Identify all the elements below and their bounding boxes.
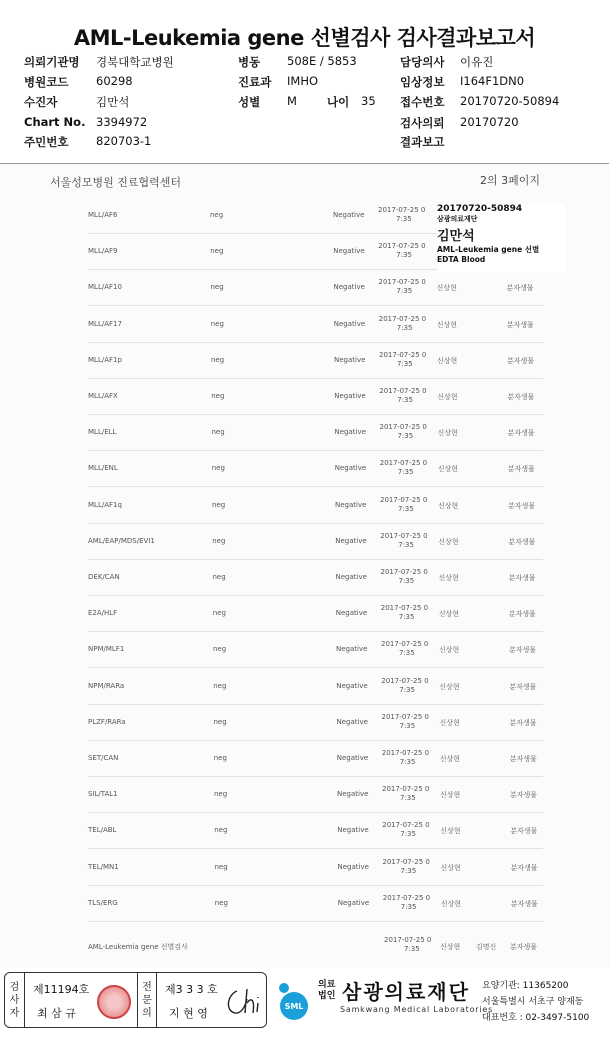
result-text: Negative	[337, 898, 370, 907]
result-text: Negative	[334, 355, 366, 364]
result-text: Negative	[335, 573, 367, 581]
gene-name: MLL/AF1p	[88, 355, 122, 364]
result-date: 2017-07-25 0 7:35	[381, 712, 429, 730]
result-date: 2017-07-25 0 7:35	[378, 314, 427, 332]
result-date: 2017-07-25 0 7:35	[379, 350, 427, 368]
department: 분자생물	[508, 610, 536, 619]
doctor-label: 담당의사	[400, 55, 445, 69]
tester-license-no: 제11194호	[33, 983, 90, 996]
institution-label: 의뢰기관명	[24, 55, 80, 69]
result-code: neg	[210, 211, 224, 219]
result-code: neg	[210, 283, 224, 292]
summary-reviewer: 김명신	[476, 943, 497, 951]
summary-date: 2017-07-25 0 7:35	[384, 936, 432, 953]
department-label: 진료과	[238, 75, 272, 89]
table-row	[88, 451, 543, 487]
result-code: neg	[212, 609, 226, 618]
result-text: Negative	[336, 717, 368, 726]
stamp-receipt: 20170720-50894	[437, 204, 523, 214]
signature-box	[4, 972, 267, 1028]
page-info: 2의 3페이지	[480, 174, 540, 187]
gene-name: SIL/TAL1	[88, 790, 118, 799]
result-date: 2017-07-25 0 7:35	[378, 206, 426, 223]
department: 분자생물	[506, 284, 534, 293]
result-date: 2017-07-25 0 7:35	[382, 821, 430, 839]
technician: 신상현	[436, 284, 457, 293]
result-text: Negative	[337, 826, 369, 835]
tester-name: 최 삼 규	[37, 1007, 76, 1020]
gene-name: AML/EAP/MDS/EVI1	[88, 536, 155, 545]
technician: 신상현	[437, 356, 458, 365]
technician: 신상현	[440, 899, 462, 908]
gene-name: MLL/ENL	[88, 464, 118, 473]
gene-name: SET/CAN	[88, 754, 119, 762]
department: 분자생물	[508, 574, 536, 582]
table-row	[88, 813, 543, 849]
technician: 신상현	[439, 718, 460, 727]
stamp-specimen: EDTA Blood	[437, 255, 486, 264]
technician: 신상현	[436, 320, 458, 329]
table-row	[88, 705, 543, 741]
technician: 신상현	[438, 574, 459, 582]
result-date: 2017-07-25 0 7:35	[380, 495, 428, 513]
result-code: neg	[213, 645, 227, 654]
result-code: neg	[212, 500, 226, 509]
technician: 신상현	[438, 537, 459, 546]
result-text: Negative	[333, 319, 366, 328]
result-code: neg	[212, 573, 226, 581]
result-date: 2017-07-25 0 7:35	[379, 387, 427, 404]
result-text: Negative	[333, 283, 365, 292]
department: 분자생물	[510, 899, 538, 908]
result-date: 2017-07-25 0 7:35	[378, 242, 426, 260]
specimen-label-stamp	[437, 204, 565, 272]
result-text: Negative	[336, 754, 369, 762]
gene-name: TLS/ERG	[88, 898, 118, 907]
lab-info-block	[270, 972, 609, 1030]
sml-logo-icon	[274, 980, 314, 1020]
result-date: 2017-07-25 0 7:35	[378, 278, 426, 296]
department: 분자생물	[510, 863, 538, 872]
gene-name: TEL/ABL	[88, 826, 117, 835]
table-row	[88, 741, 543, 777]
stamp-lab: 삼광의료재단	[437, 215, 478, 223]
summary-tech: 신상현	[440, 943, 461, 951]
technician: 신상현	[440, 791, 461, 800]
department: 분자생물	[507, 465, 535, 474]
summary-dept: 분자생물	[510, 943, 538, 951]
handwritten-signature-icon	[223, 985, 263, 1019]
vertical-char: 전	[142, 981, 152, 993]
result-code: neg	[210, 247, 224, 256]
ward-value: 508E / 5853	[287, 54, 357, 68]
gene-name: E2A/HLF	[88, 609, 118, 618]
technician: 신상현	[437, 393, 458, 401]
result-text: Negative	[333, 211, 365, 219]
result-text: Negative	[335, 536, 367, 545]
department: 분자생물	[507, 393, 535, 401]
result-code: neg	[211, 392, 225, 400]
table-row	[88, 777, 543, 813]
result-code: neg	[213, 681, 227, 690]
institution-value: 경북대학교병원	[96, 55, 174, 69]
table-row	[88, 415, 543, 451]
patient-value: 김만석	[96, 95, 130, 109]
vertical-char: 의	[142, 1007, 152, 1019]
result-date: 2017-07-25 0 7:35	[380, 568, 428, 585]
clinical-value: I164F1DN0	[460, 74, 525, 88]
technician: 신상현	[438, 610, 460, 619]
report-label: 결과보고	[400, 135, 445, 149]
gene-name: MLL/AF17	[88, 319, 122, 328]
result-date: 2017-07-25 0 7:35	[380, 531, 428, 549]
vertical-char: 검	[9, 981, 20, 993]
result-text: Negative	[336, 681, 368, 690]
result-text: Negative	[334, 428, 366, 437]
gene-name: MLL/AFX	[88, 392, 118, 400]
result-code: neg	[214, 790, 228, 799]
summary-row	[88, 934, 543, 954]
result-code: neg	[213, 717, 227, 726]
technician: 신상현	[439, 682, 460, 691]
request-value: 20170720	[460, 115, 519, 129]
ward-label: 병동	[238, 55, 261, 69]
result-text: Negative	[336, 645, 368, 654]
lab-code: 요양기관: 11365200	[482, 981, 569, 991]
result-code: neg	[211, 355, 225, 364]
age-value: 35	[361, 94, 376, 108]
table-row	[88, 524, 543, 560]
result-code: neg	[214, 898, 228, 907]
specialist-name: 지 현 영	[169, 1007, 208, 1020]
result-text: Negative	[335, 500, 367, 509]
table-row	[88, 307, 543, 343]
lab-contact	[482, 978, 589, 1026]
department: 분자생물	[510, 827, 538, 836]
lab-english-name: Samkwang Medical Laboratories	[340, 1005, 494, 1014]
technician: 신상현	[439, 646, 460, 655]
receipt-value: 20170720-50894	[460, 94, 560, 108]
gene-name: MLL/AF9	[88, 247, 118, 256]
age-label: 나이	[327, 95, 350, 109]
doctor-value: 이유진	[460, 55, 494, 69]
specialist-vertical-label	[137, 973, 157, 1027]
result-code: neg	[213, 754, 227, 762]
technician: 신상현	[438, 501, 459, 510]
result-text: Negative	[337, 862, 369, 871]
summary-test: AML-Leukemia gene 선별검사	[88, 943, 188, 951]
hospital-code-value: 60298	[96, 74, 133, 88]
gene-name: DEK/CAN	[88, 573, 120, 581]
gene-name: PLZF/RARa	[88, 717, 126, 726]
result-date: 2017-07-25 0 7:35	[381, 749, 430, 766]
vertical-char: 사	[9, 994, 20, 1006]
result-code: neg	[211, 428, 225, 437]
gene-name: MLL/AF1q	[88, 500, 122, 509]
result-date: 2017-07-25 0 7:35	[379, 423, 427, 441]
result-date: 2017-07-25 0 7:35	[380, 604, 429, 622]
table-row	[88, 596, 543, 632]
chart-label: Chart No.	[24, 115, 86, 129]
lab-address: 서울특별시 서초구 양재동	[482, 997, 584, 1007]
table-row	[88, 343, 543, 379]
gene-name: MLL/ELL	[88, 428, 117, 437]
gene-name: NPM/MLF1	[88, 645, 125, 654]
clinical-label: 임상정보	[400, 75, 445, 89]
hospital-center-name: 서울성모병원 진료협력센터	[50, 176, 182, 189]
table-row	[88, 560, 543, 596]
scanned-result-page	[0, 163, 609, 968]
rrn-label: 주민번호	[24, 135, 69, 149]
patient-label: 수진자	[24, 95, 58, 109]
vertical-char: 자	[9, 1007, 20, 1019]
result-text: Negative	[334, 392, 366, 400]
table-row	[88, 669, 543, 705]
technician: 신상현	[439, 755, 461, 763]
result-text: Negative	[333, 247, 365, 256]
table-row	[88, 850, 543, 886]
stamp-test: AML-Leukemia gene 선별	[437, 245, 540, 254]
result-code: neg	[211, 464, 225, 473]
gene-name: NPM/RARa	[88, 681, 125, 690]
result-code: neg	[212, 536, 226, 545]
sex-value: M	[287, 94, 297, 108]
technician: 신상현	[437, 429, 458, 438]
hospital-code-label: 병원코드	[24, 75, 69, 89]
request-label: 검사의뢰	[400, 116, 445, 130]
department: 분자생물	[509, 682, 537, 691]
department: 분자생물	[507, 356, 535, 365]
result-code: neg	[214, 826, 228, 835]
official-seal-icon	[97, 985, 131, 1019]
sex-label: 성별	[238, 95, 261, 109]
result-date: 2017-07-25 0 7:35	[382, 857, 430, 875]
report-title: AML-Leukemia gene 선별검사 검사결과보고서	[73, 26, 536, 50]
table-row	[88, 488, 543, 524]
result-date: 2017-07-25 0 7:35	[382, 893, 431, 911]
result-date: 2017-07-25 0 7:35	[379, 459, 428, 477]
department: 분자생물	[508, 537, 536, 546]
result-date: 2017-07-25 0 7:35	[381, 640, 429, 658]
department: 분자생물	[508, 501, 536, 510]
department: 분자생물	[507, 429, 535, 438]
department: 분자생물	[509, 718, 537, 727]
chart-value: 3394972	[96, 115, 148, 129]
stamp-patient: 김만석	[437, 229, 475, 244]
department: 분자생물	[506, 320, 534, 329]
tester-vertical-label	[5, 973, 25, 1027]
result-date: 2017-07-25 0 7:35	[382, 785, 430, 803]
result-text: Negative	[334, 464, 367, 473]
vertical-char: 문	[142, 994, 152, 1006]
technician: 신상현	[440, 863, 461, 872]
lab-name: 삼광의료재단	[342, 980, 470, 1004]
table-row	[88, 270, 543, 306]
lab-phone: 대표번호 : 02-3497-5100	[482, 1013, 590, 1023]
table-row	[88, 886, 543, 922]
department: 분자생물	[509, 646, 537, 655]
result-text: Negative	[337, 790, 369, 799]
result-text: Negative	[335, 609, 368, 618]
department: 분자생물	[510, 791, 538, 800]
receipt-label: 접수번호	[400, 95, 445, 109]
result-code: neg	[210, 319, 224, 328]
report-footer	[0, 968, 609, 1038]
table-row	[88, 379, 543, 415]
table-row	[88, 632, 543, 668]
technician: 신상현	[437, 465, 459, 474]
lab-prefix: 의료 법인	[318, 980, 336, 1001]
gene-name: MLL/AF6	[88, 211, 118, 219]
result-date: 2017-07-25 0 7:35	[381, 676, 429, 694]
result-code: neg	[214, 862, 228, 871]
gene-name: MLL/AF10	[88, 283, 122, 292]
gene-name: TEL/MN1	[88, 862, 119, 871]
technician: 신상현	[440, 827, 461, 836]
department-value: IMHO	[287, 74, 319, 88]
rrn-value: 820703-1	[96, 134, 152, 148]
svg-text:SML: SML	[284, 1002, 304, 1011]
specialist-license-no: 제3 3 3 호	[165, 983, 218, 996]
department: 분자생물	[509, 755, 537, 763]
